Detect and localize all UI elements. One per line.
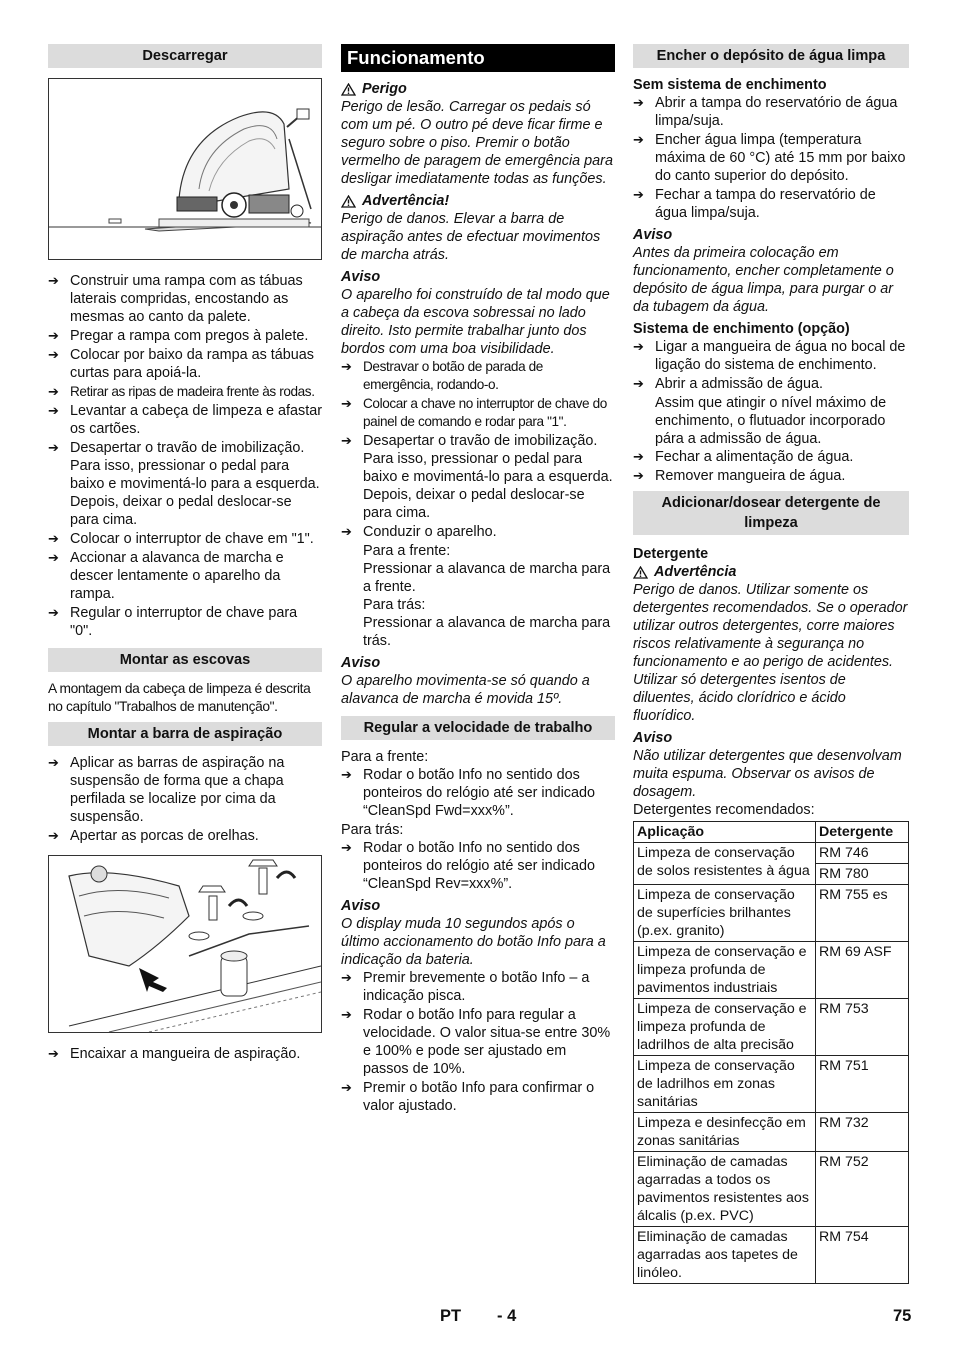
list-item: ➔ Premir o botão Info para confirmar o valor ajustado.	[341, 1079, 615, 1115]
vel-tras-steps	[341, 839, 615, 893]
list-item: ➔ Destravar o botão de parada de emergência, rodando-o.	[341, 358, 615, 394]
list-item: ➔ Conduzir o aparelho.	[341, 523, 615, 541]
tras-label: Para trás:	[363, 597, 426, 613]
table-cell: Eliminação de camadas agarradas a todos os pavimentos resistentes aos álcalis (p.ex. PVC)	[634, 1152, 816, 1227]
table-cell: RM 752	[816, 1152, 909, 1227]
figure-squeegee-mount	[48, 855, 322, 1033]
table-row	[634, 1227, 909, 1284]
squeegee-mount-illustration	[49, 856, 321, 1032]
list-item: ➔ Colocar a chave no interruptor de chave do painel de comando e rodar para "1".	[341, 395, 615, 431]
barra-steps	[48, 754, 322, 845]
descarregar-steps	[48, 272, 322, 640]
table-row	[634, 942, 909, 999]
list-item: ➔ Rodar o botão Info no sentido dos ponteiros do relógio até ser indicado “CleanSpd Fwd=xxx%”.	[341, 766, 615, 820]
figure-machine-ramp	[48, 78, 322, 260]
list-item: ➔ Abrir a admissão de água.	[633, 375, 909, 393]
footer-language: PT	[440, 1307, 462, 1325]
advertencia-heading	[633, 563, 909, 581]
sistema-steps-2	[633, 448, 909, 485]
section-title-funcionamento: Funcionamento	[341, 44, 615, 72]
section-title-escovas: Montar as escovas	[48, 648, 322, 672]
table-row	[634, 885, 909, 942]
escovas-text: A montagem da cabeça de limpeza é descrita no capítulo "Trabalhos de manutenção".	[48, 681, 311, 714]
table-cell: RM 755 es	[816, 885, 909, 942]
table-header-aplicacao: Aplicação	[634, 822, 816, 843]
table-header-detergente: Detergente	[816, 822, 909, 843]
barra-last-step	[48, 1045, 322, 1063]
list-item: ➔ Accionar a alavanca de marcha e descer lentamente o aparelho da rampa.	[48, 549, 322, 603]
table-row	[634, 1056, 909, 1113]
table-cell: Limpeza de conservação de superfícies brilhantes (p.ex. granito)	[634, 885, 816, 942]
table-cell: Limpeza de conservação de solos resistentes à água	[634, 843, 816, 885]
table-row	[634, 843, 909, 864]
list-item: ➔ Desapertar o travão de imobilização. Para isso, pressionar o pedal para baixo e movimentá-lo para a esquerda. Depois, deixar o pedal deslocar-se para cima.	[341, 432, 615, 522]
table-cell: Limpeza e desinfecção em zonas sanitárias	[634, 1113, 816, 1152]
section-title-barra: Montar a barra de aspiração	[48, 722, 322, 746]
perigo-heading	[341, 80, 615, 98]
list-item: ➔ Encaixar a mangueira de aspiração.	[48, 1045, 322, 1063]
frente-label: Para a frente:	[363, 543, 451, 559]
list-item: ➔ Colocar o interruptor de chave em "1".	[48, 530, 322, 548]
list-item: ➔ Desapertar o travão de imobilização. Para isso, pressionar o pedal para baixo e movimentá-lo para a esquerda. Depois, deixar o pedal deslocar-se para cima.	[48, 439, 322, 529]
sistema-steps	[633, 338, 909, 393]
list-item: ➔ Premir brevemente o botão Info – a indicação pisca.	[341, 969, 615, 1005]
table-cell: RM 751	[816, 1056, 909, 1113]
table-cell: RM 753	[816, 999, 909, 1056]
aviso-label: Aviso	[633, 227, 673, 243]
aviso-label: Aviso	[633, 730, 673, 746]
sem-sistema-steps	[633, 94, 909, 222]
table-cell: Limpeza de conservação e limpeza profunda de pavimentos industriais	[634, 942, 816, 999]
sistema-subtitle: Sistema de enchimento (opção)	[633, 321, 850, 337]
table-cell: RM 69 ASF	[816, 942, 909, 999]
perigo-text: Perigo de lesão. Carregar os pedais só com um pé. O outro pé deve ficar firme e seguro sobre o piso. Premir o botão vermelho de paragem de emergência para desligar imediatamente todas as funções.	[341, 99, 613, 187]
machine-ramp-illustration	[49, 79, 321, 259]
vel-frente-label: Para a frente:	[341, 749, 429, 765]
footer-page-number: 75	[893, 1307, 912, 1325]
warning-triangle-icon	[341, 83, 356, 96]
advertencia-label: Advertência!	[362, 193, 450, 209]
aviso-text: Antes da primeira colocação em funcionamento, encher completamente o depósito de água limpa, para purgar o ar da tubagem da água.	[633, 245, 894, 315]
warning-triangle-icon	[633, 566, 648, 579]
list-item: ➔ Fechar a alimentação de água.	[633, 448, 909, 466]
table-cell: Limpeza de conservação de ladrilhos em zonas sanitárias	[634, 1056, 816, 1113]
sistema-note: Assim que atingir o nível máximo de enchimento, o flutuador incorporado pára a admissão de água.	[655, 395, 887, 447]
table-cell: Limpeza de conservação e limpeza profunda de ladrilhos de alta precisão	[634, 999, 816, 1056]
section-title-encher: Encher o depósito de água limpa	[633, 44, 909, 68]
section-title-descarregar: Descarregar	[48, 44, 322, 68]
list-item: ➔ Rodar o botão Info no sentido dos ponteiros do relógio até ser indicado “CleanSpd Rev=xxx%”.	[341, 839, 615, 893]
frente-text: Pressionar a alavanca de marcha para a frente.	[363, 561, 611, 595]
warning-triangle-icon	[341, 195, 356, 208]
table-cell: RM 732	[816, 1113, 909, 1152]
detergente-subtitle: Detergente	[633, 546, 709, 562]
list-item: ➔ Rodar o botão Info para regular a velocidade. O valor situa-se entre 30% e 100% e pode ser ajustado em passos de 10%.	[341, 1006, 615, 1078]
perigo-label: Perigo	[362, 81, 407, 97]
sem-sistema-subtitle: Sem sistema de enchimento	[633, 77, 827, 93]
column-left	[48, 44, 322, 1064]
recomendados-label: Detergentes recomendados:	[633, 802, 815, 818]
advertencia-text: Perigo de danos. Elevar a barra de aspiração antes de efectuar movimentos de marcha atrás.	[341, 211, 601, 263]
column-right	[633, 44, 909, 1284]
list-item: ➔ Abrir a tampa do reservatório de água limpa/suja.	[633, 94, 909, 130]
table-cell: RM 746	[816, 843, 909, 864]
list-item: ➔ Encher água limpa (temperatura máxima de 60 °C) até 15 mm por baixo do canto superior do depósito.	[633, 131, 909, 185]
list-item: ➔ Pregar a rampa com pregos à palete.	[48, 327, 322, 345]
table-header-row	[634, 822, 909, 843]
table-row	[634, 1152, 909, 1227]
list-item: ➔ Fechar a tampa do reservatório de água limpa/suja.	[633, 186, 909, 222]
aviso-text: Não utilizar detergentes que desenvolvam muita espuma. Observar os avisos de dosagem.	[633, 748, 902, 800]
advertencia-text: Perigo de danos. Utilizar somente os detergentes recomendados. Se o operador utilizar outros detergentes, corre maiores riscos relativamente à segurança no funcionamento e ao perigo de acidentes. Utilizar só detergentes isentos de diluentes, ácido clorídrico e ácido fluorídico.	[633, 582, 908, 724]
table-row	[634, 999, 909, 1056]
detergent-table	[633, 821, 909, 1284]
aviso-text: O display muda 10 segundos após o último accionamento do botão Info para a indicação da bateria.	[341, 916, 606, 968]
aviso-text: O aparelho foi construído de tal modo que a cabeça da escova sobressai no lado direito. Isto permite trabalhar junto dos bordos com uma boa visibilidade.	[341, 287, 610, 357]
column-middle	[341, 44, 615, 1116]
list-item: ➔ Apertar as porcas de orelhas.	[48, 827, 322, 845]
aviso-text: O aparelho movimenta-se só quando a alavanca de marcha é movida 15º.	[341, 673, 590, 707]
footer-local-page: - 4	[497, 1307, 517, 1325]
table-cell: Eliminação de camadas agarradas aos tapetes de linóleo.	[634, 1227, 816, 1284]
list-item: ➔ Regular o interruptor de chave para "0".	[48, 604, 322, 640]
table-cell: RM 780	[816, 864, 909, 885]
vel-frente-steps	[341, 766, 615, 820]
aviso-label: Aviso	[341, 898, 381, 914]
tras-text: Pressionar a alavanca de marcha para trás.	[363, 615, 611, 649]
advertencia-heading	[341, 192, 615, 210]
vel-steps	[341, 969, 615, 1115]
table-cell: RM 754	[816, 1227, 909, 1284]
aviso-label: Aviso	[341, 269, 381, 285]
aviso-label: Aviso	[341, 655, 381, 671]
list-item: ➔ Retirar as ripas de madeira frente às rodas.	[48, 383, 322, 401]
list-item: ➔ Construir uma rampa com as tábuas laterais compridas, encostando as mesmas ao canto da palete.	[48, 272, 322, 326]
section-title-detergente: Adicionar/dosear detergente de limpeza	[633, 491, 909, 535]
section-title-velocidade: Regular a velocidade de trabalho	[341, 716, 615, 740]
vel-tras-label: Para trás:	[341, 822, 404, 838]
list-item: ➔ Levantar a cabeça de limpeza e afastar os cartões.	[48, 402, 322, 438]
funcionamento-steps	[341, 358, 615, 541]
list-item: ➔ Aplicar as barras de aspiração na suspensão de forma que a chapa perfilada se localize por cima da suspensão.	[48, 754, 322, 826]
table-row	[634, 1113, 909, 1152]
list-item: ➔ Ligar a mangueira de água no bocal de ligação do sistema de enchimento.	[633, 338, 909, 374]
list-item: ➔ Remover mangueira de água.	[633, 467, 909, 485]
advertencia-label: Advertência	[654, 564, 737, 580]
list-item: ➔ Colocar por baixo da rampa as tábuas curtas para apoiá-la.	[48, 346, 322, 382]
